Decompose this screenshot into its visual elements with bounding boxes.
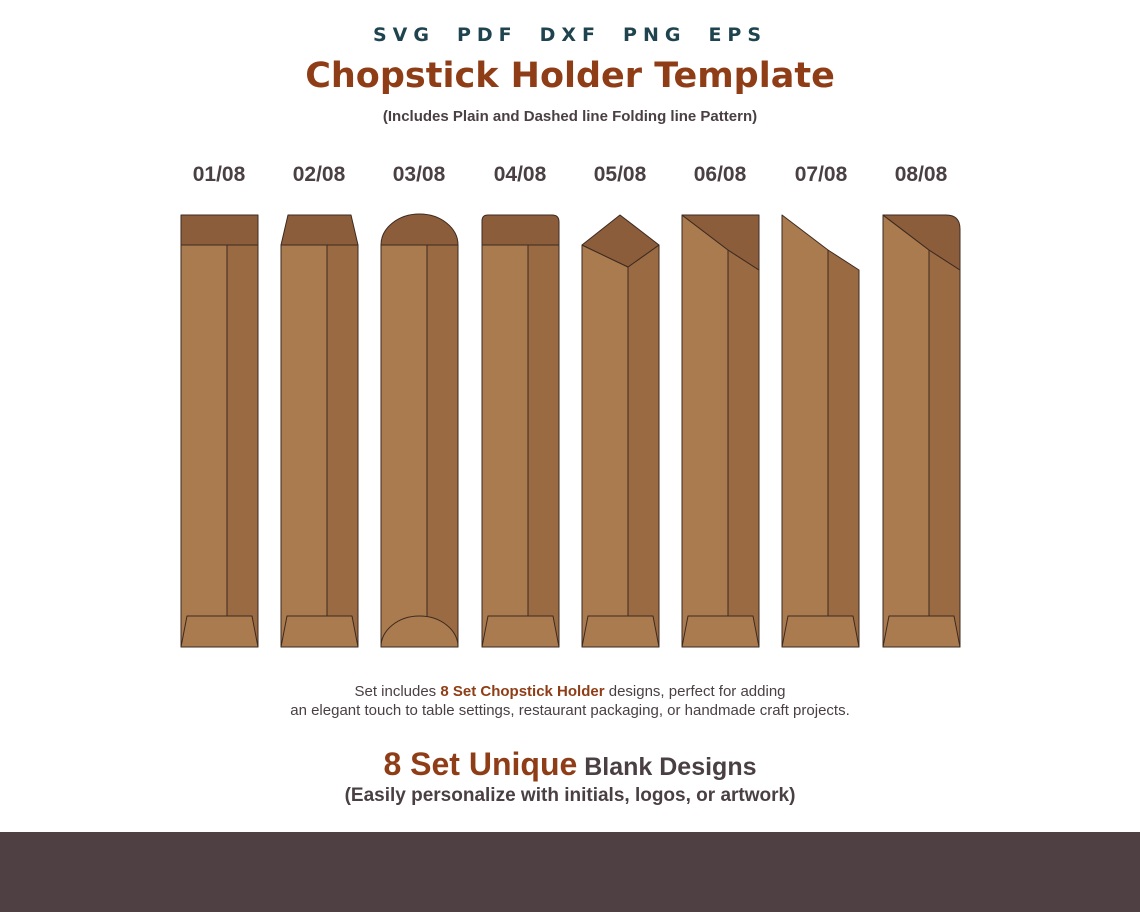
design-label-02: 02/08 <box>292 163 346 186</box>
description-line-1 <box>0 682 1140 701</box>
description-line-2: an elegant touch to table settings, restaurant packaging, or handmade craft projects. <box>290 702 850 719</box>
page-subtitle: (Includes Plain and Dashed line Folding line Pattern) <box>382 108 758 125</box>
set-description <box>0 682 1140 720</box>
design-label-08: 08/08 <box>894 163 948 186</box>
footer-band <box>0 832 1140 912</box>
template-02 <box>281 215 358 647</box>
template-05 <box>582 215 659 647</box>
description-text-after: designs, perfect for adding <box>604 683 786 700</box>
promo-subline: (Easily personalize with initials, logos, or artwork) <box>344 785 796 806</box>
description-text: Set includes <box>354 683 441 700</box>
format-svg: SVG <box>372 24 435 46</box>
design-label-03: 03/08 <box>392 163 446 186</box>
design-label-06: 06/08 <box>693 163 747 186</box>
design-label-01: 01/08 <box>192 163 246 186</box>
template-01 <box>181 215 258 647</box>
page-title: Chopstick Holder Template <box>305 56 835 96</box>
design-label-04: 04/08 <box>493 163 547 186</box>
template-06 <box>682 215 759 647</box>
format-eps: EPS <box>708 24 768 46</box>
template-03 <box>381 214 458 647</box>
format-png: PNG <box>623 24 687 46</box>
template-08 <box>883 215 960 647</box>
template-04 <box>482 215 559 647</box>
design-label-07: 07/08 <box>794 163 848 186</box>
promo-highlight: 8 Set Unique <box>383 746 578 782</box>
format-dxf: DXF <box>539 24 602 46</box>
template-07 <box>782 215 859 647</box>
design-label-05: 05/08 <box>593 163 647 186</box>
description-highlight: 8 Set Chopstick Holder <box>440 683 605 700</box>
promo-heading <box>0 746 1140 783</box>
promo-rest: Blank Designs <box>577 753 757 781</box>
format-pdf: PDF <box>456 24 518 46</box>
